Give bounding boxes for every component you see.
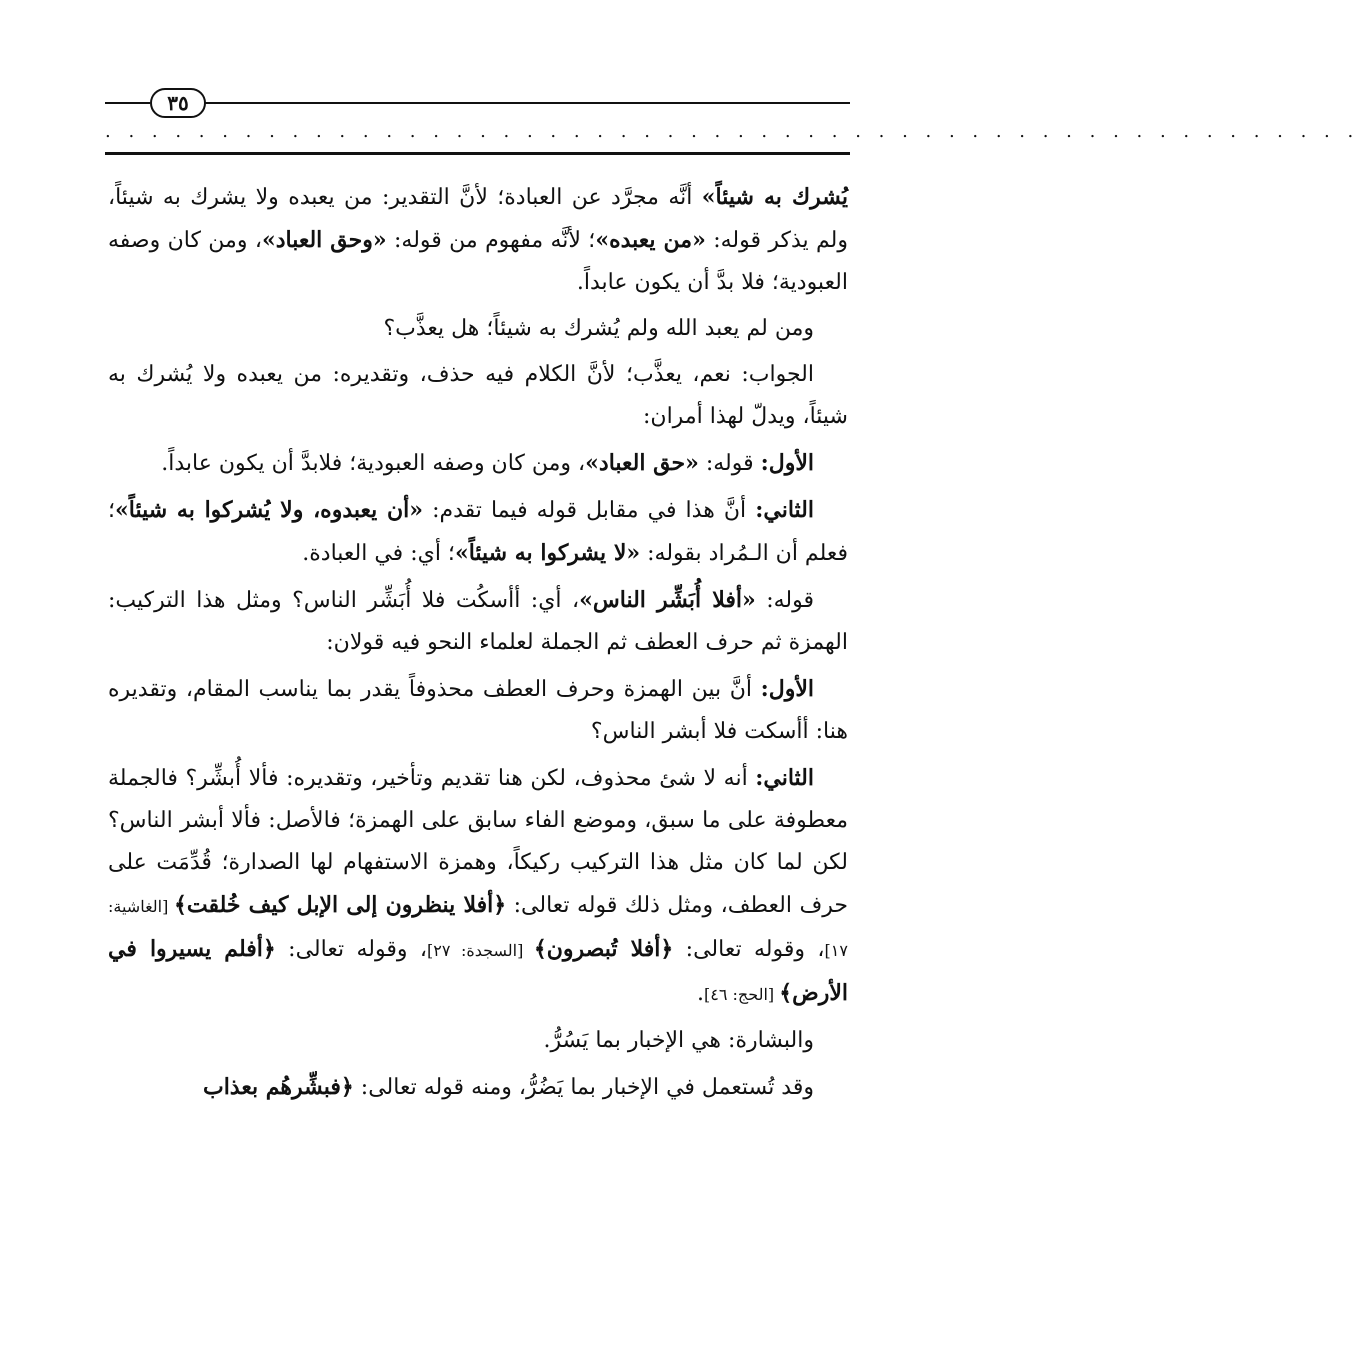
text: ؛ أي: في العبادة. — [302, 541, 455, 566]
header-dotted-line: . . . . . . . . . . . . . . . . . . . . . . . . . . . . . . . . . . . . . . . . . . . . . . . . . . . . . . — [105, 121, 1359, 142]
text: أنَّ بين الهمزة وحرف العطف محذوفاً يقدر بما يناسب المقام، وتقديره هنا: أأسكت فلا أبشر الناس؟ — [108, 677, 848, 744]
bold-phrase: «لا يشركوا به شيئاً» — [454, 540, 641, 566]
paragraph-6 — [108, 579, 848, 664]
text: ، ومن كان وصفه العبودية؛ فلابدَّ أن يكون عابداً. — [161, 451, 586, 476]
bold-phrase: «حق العباد» — [585, 450, 699, 476]
text: ، أي: أأسكُت فلا أُبَشِّر الناس؟ ومثل هذا التركيب: الهمزة ثم حرف العطف ثم الجملة لعلماء النحو فيه قولان: — [108, 588, 848, 655]
bold-phrase: الأول: — [760, 450, 814, 476]
paragraph-1 — [108, 176, 848, 304]
text: ، ومن كان وصفه العبودية؛ فلا بدَّ أن يكون عابداً. — [108, 228, 848, 295]
bold-phrase: يُشرك به شيئاً» — [701, 184, 848, 210]
bold-phrase: الأول: — [760, 676, 814, 702]
paragraph-5 — [108, 489, 848, 575]
paragraph-7 — [108, 668, 848, 753]
header-rule-left — [105, 102, 150, 104]
text: ؛ فعلم أن الـمُراد بقوله: — [108, 498, 848, 566]
text: . — [697, 981, 704, 1006]
quran-verse: ﴿أفلم يسيروا في الأرض﴾ — [108, 936, 848, 1006]
paragraph-9: والبشارة: هي الإخبار بما يَسُرُّ. — [543, 1028, 814, 1053]
text: قوله: — [698, 451, 761, 476]
text: ، وقوله تعالى: — [275, 937, 428, 962]
text: ؛ لأنَّه مفهوم من قوله: — [386, 228, 596, 253]
text: قوله: — [755, 588, 814, 613]
bold-phrase: «من يعبده» — [595, 227, 706, 253]
verse-reference: [السجدة: ٢٧] — [427, 941, 534, 960]
page-number: ٣٥ — [150, 88, 206, 118]
text: أنَّه مجرَّد عن العبادة؛ لأنَّ التقدير: من يعبده ولا يشرك به شيئاً، ولم يذكر قوله: — [108, 185, 849, 253]
header-rule-right — [205, 102, 850, 104]
verse-reference: [الغاشية: ١٧] — [108, 897, 848, 960]
paragraph-10 — [108, 1066, 848, 1109]
text: أنَّ هذا في مقابل قوله فيما تقدم: — [423, 498, 756, 523]
quran-verse: ﴿فبشِّرهُم بعذاب — [202, 1074, 354, 1100]
bold-phrase: «وحق العباد» — [261, 227, 387, 253]
quran-verse: ﴿أفلا ينظرون إلى الإبل كيف خُلقت﴾ — [173, 892, 507, 918]
text: أنه لا شئ محذوف، لكن هنا تقديم وتأخير، وتقديره: فألا أُبشِّر؟ فالجملة معطوفة على ما سبق، وموضع الفاء سابق على الهمزة؛ فالأصل: فألا أبشر الناس؟ لكن لما كان مثل هذا التركيب ركيكاً، وهمزة الاستفهام لها الصدارة؛ قُدِّمَت على حرف العطف، ومثل ذلك قوله تعالى: — [108, 766, 849, 918]
paragraph-3: الجواب: نعم، يعذَّب؛ لأنَّ الكلام فيه حذف، وتقديره: من يعبده ولا يُشرك به شيئاً، ويدلّ لهذا أمران: — [108, 362, 848, 429]
verse-reference: [الحج: ٤٦] — [704, 985, 780, 1004]
text: وقد تُستعمل في الإخبار بما يَضُرُّ، ومنه قوله تعالى: — [353, 1075, 814, 1100]
header-rule-thick — [105, 152, 850, 155]
bold-phrase: الثاني: — [755, 765, 814, 791]
quran-verse: ﴿أفلا تُبصرون﴾ — [533, 936, 674, 962]
paragraph-4 — [108, 442, 848, 485]
page-header — [105, 84, 1359, 164]
paragraph-2: ومن لم يعبد الله ولم يُشرك به شيئاً؛ هل يعذَّب؟ — [383, 316, 814, 341]
page-body — [108, 176, 848, 1113]
paragraph-8 — [108, 757, 848, 1016]
text: ، وقوله تعالى: — [673, 937, 825, 962]
bold-phrase: «أفلا أُبَشِّر الناس» — [579, 587, 756, 613]
bold-phrase: «أن يعبدوه، ولا يُشركوا به شيئاً» — [115, 497, 424, 523]
bold-phrase: الثاني: — [755, 497, 814, 523]
